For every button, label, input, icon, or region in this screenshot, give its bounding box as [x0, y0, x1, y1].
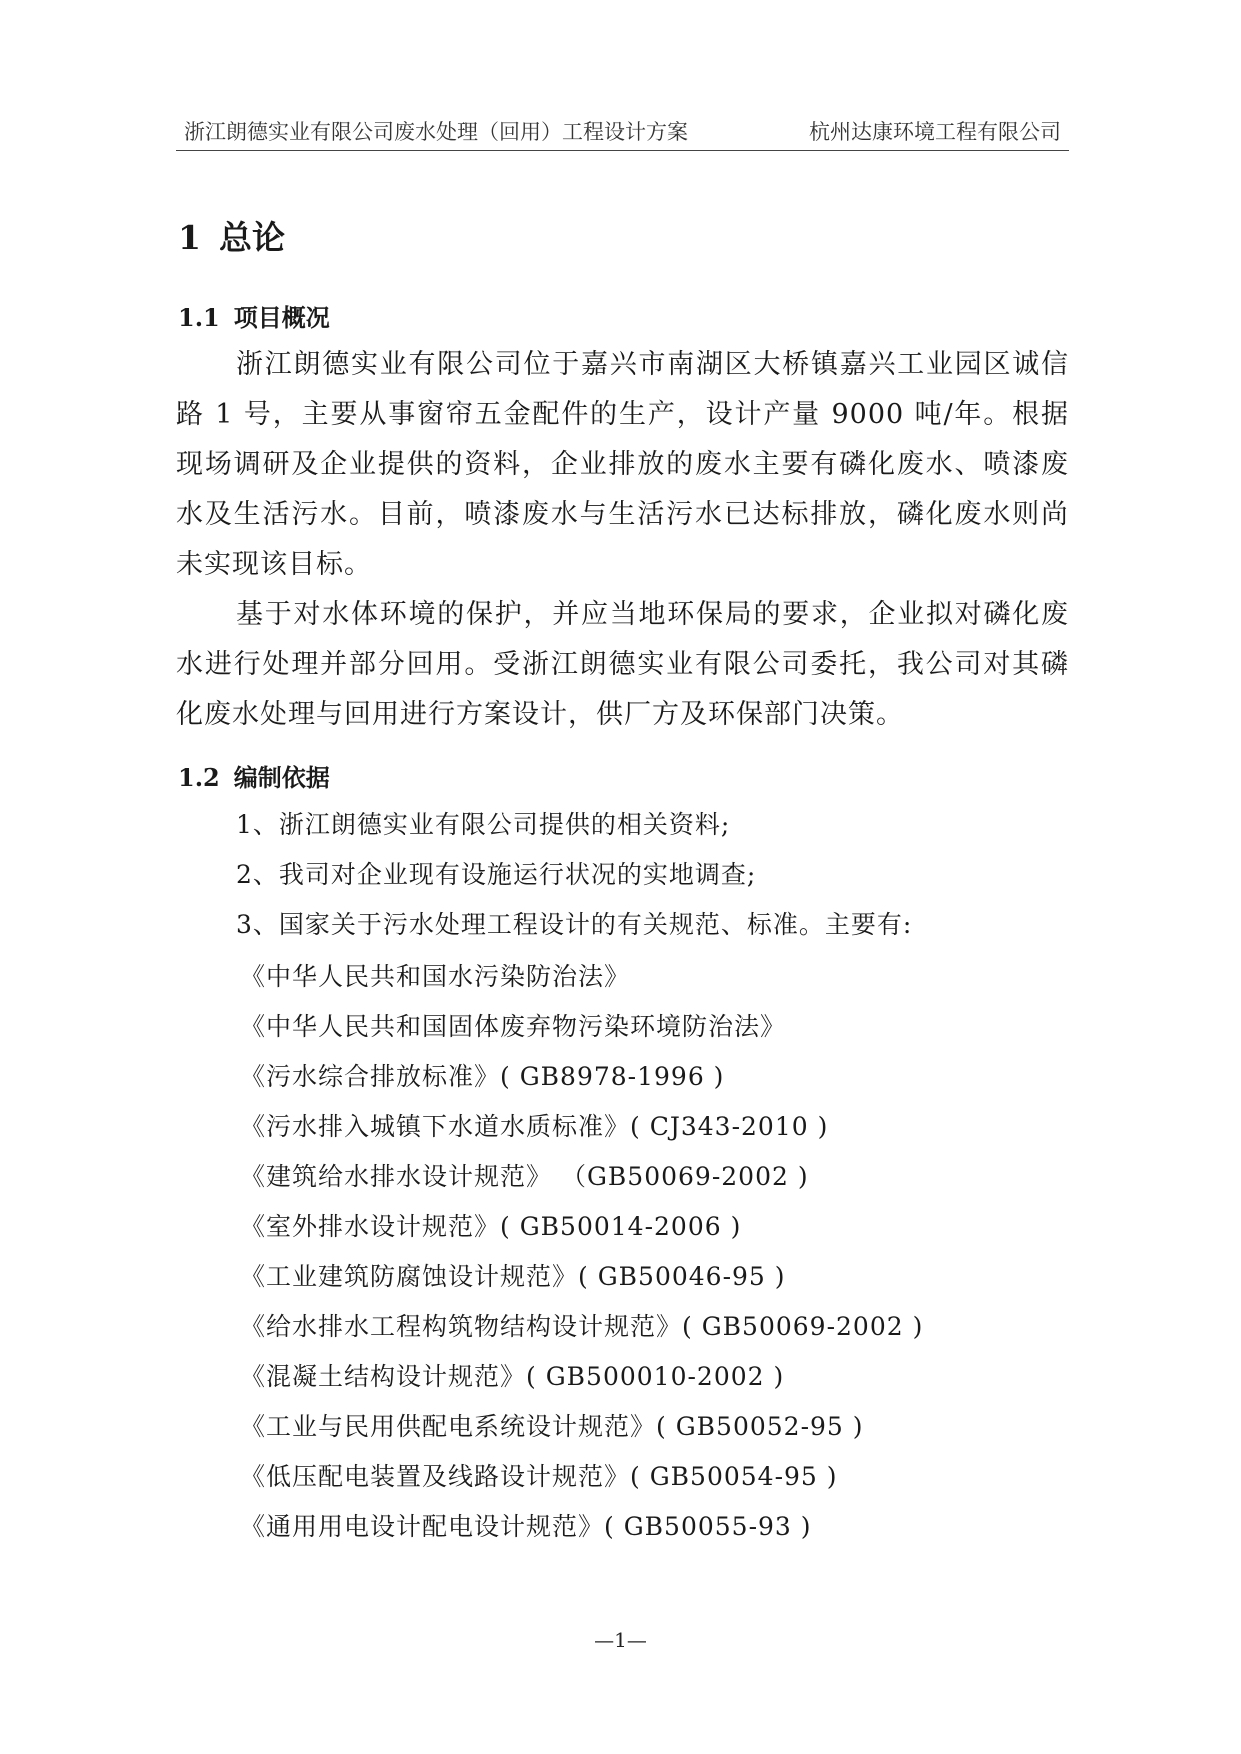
header-document-title: 浙江朗德实业有限公司废水处理（回用）工程设计方案 — [184, 120, 688, 144]
section-number: 1.1 — [178, 303, 220, 332]
reference-item: 《低压配电装置及线路设计规范》( GB50054-95 ) — [240, 1462, 838, 1491]
paragraph-commission: 基于对水体环境的保护，并应当地环保局的要求，企业拟对磷化废水进行处理并部分回用。受浙江朗德实业有限公司委托，我公司对其磷化废水处理与回用进行方案设计，供厂方及环保部门决策。 — [176, 599, 1069, 730]
chapter-title: 总论 — [218, 218, 285, 257]
list-item: 1、浙江朗德实业有限公司提供的相关资料; — [236, 810, 731, 839]
list-item: 3、国家关于污水处理工程设计的有关规范、标准。主要有: — [236, 910, 913, 939]
list-item: 2、我司对企业现有设施运行状况的实地调查; — [236, 860, 757, 889]
reference-item: 《污水综合排放标准》( GB8978-1996 ) — [240, 1062, 725, 1091]
header-company-name: 杭州达康环境工程有限公司 — [809, 120, 1061, 144]
reference-item: 《中华人民共和国水污染防治法》 — [240, 962, 631, 991]
reference-item: 《给水排水工程构筑物结构设计规范》( GB50069-2002 ) — [240, 1312, 924, 1341]
paragraph-project-overview: 浙江朗德实业有限公司位于嘉兴市南湖区大桥镇嘉兴工业园区诚信路 1 号，主要从事窗帘五金配件的生产，设计产量 9000 吨/年。根据现场调研及企业提供的资料，企业排放的废水主要有磷化废水、喷漆废水及生活污水。目前，喷漆废水与生活污水已达标排放，磷化废水则尚未实现该目标。 — [176, 349, 1069, 580]
reference-item: 《室外排水设计规范》( GB50014-2006 ) — [240, 1212, 742, 1241]
reference-item: 《通用用电设计配电设计规范》( GB50055-93 ) — [240, 1512, 812, 1541]
reference-item: 《混凝土结构设计规范》( GB500010-2002 ) — [240, 1362, 785, 1391]
page-header — [176, 112, 1069, 151]
reference-item: 《污水排入城镇下水道水质标准》( CJ343-2010 ) — [240, 1112, 829, 1141]
section-number: 1.2 — [178, 763, 220, 792]
reference-item: 《工业与民用供配电系统设计规范》( GB50052-95 ) — [240, 1412, 864, 1441]
chapter-number: 1 — [178, 218, 201, 257]
page-number: —1— — [594, 1628, 647, 1652]
section-heading-1-2 — [178, 758, 330, 793]
chapter-heading — [178, 212, 285, 259]
basis-list — [236, 800, 1076, 950]
reference-item: 《中华人民共和国固体废弃物污染环境防治法》 — [240, 1012, 787, 1041]
reference-item: 《工业建筑防腐蚀设计规范》( GB50046-95 ) — [240, 1262, 786, 1291]
section-title: 编制依据 — [233, 763, 330, 792]
reference-item: 《建筑给水排水设计规范》 （GB50069-2002 ) — [240, 1162, 809, 1191]
section-heading-1-1 — [178, 298, 330, 333]
section-title: 项目概况 — [233, 303, 330, 332]
reference-list — [240, 952, 1080, 1552]
